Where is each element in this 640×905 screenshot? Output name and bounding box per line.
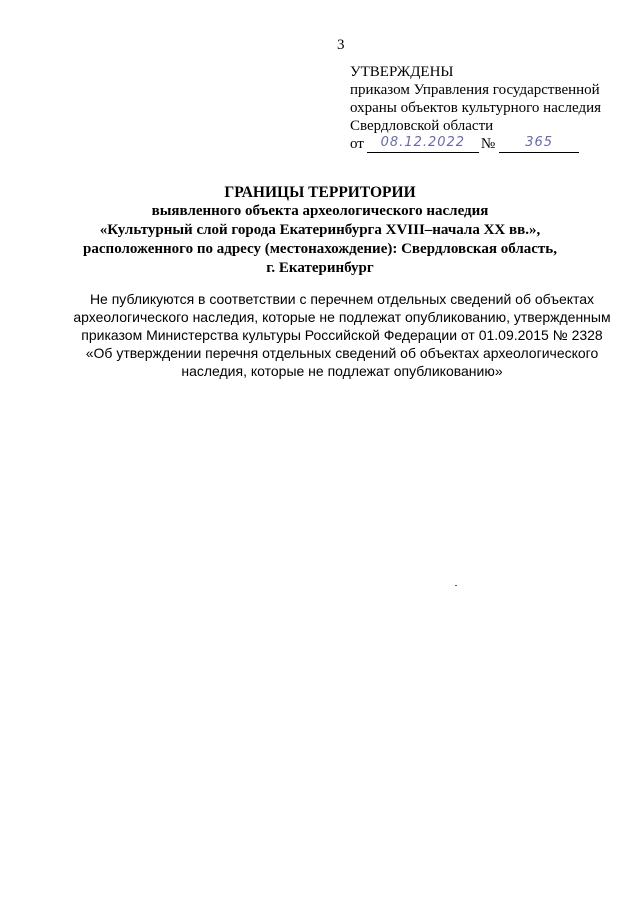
date-field — [367, 136, 479, 153]
note-line-2: археологического наследия, которые не подлежат опубликованию, утвержденным — [73, 309, 611, 325]
approval-heading: УТВЕРЖДЕНЫ — [350, 64, 454, 80]
order-date-number-line — [350, 135, 620, 153]
title-line-2: «Культурный слой города Екатеринбурга XVIII–начала XX вв.», — [99, 222, 541, 238]
note-line-4: «Об утверждении перечня отдельных сведений об объектах археологического — [85, 345, 599, 361]
handwritten-date: 08.12.2022 — [380, 135, 466, 150]
approval-line-3: Свердловской области — [350, 118, 494, 134]
note-line-3: приказом Министерства культуры Российской Федерации от 01.09.2015 № 2328 — [81, 327, 603, 343]
handwritten-number: 365 — [525, 135, 554, 150]
title-line-4: г. Екатеринбург — [266, 260, 374, 276]
publication-note — [68, 290, 616, 380]
number-field — [499, 136, 579, 153]
scan-speck — [455, 585, 457, 586]
document-title — [40, 183, 600, 278]
page-number: 3 — [337, 37, 345, 53]
title-main: ГРАНИЦЫ ТЕРРИТОРИИ — [224, 184, 416, 201]
note-line-1: Не публикуются в соответствии с перечнем отдельных сведений об объектах — [89, 291, 595, 307]
approval-block — [350, 63, 620, 153]
approval-line-2: охраны объектов культурного наследия — [350, 100, 602, 116]
note-line-5: наследия, которые не подлежат опубликованию» — [181, 363, 503, 379]
title-line-1: выявленного объекта археологического наследия — [151, 203, 489, 219]
title-line-3: расположенного по адресу (местонахождение): Свердловская область, — [83, 241, 557, 257]
approval-line-1: приказом Управления государственной — [350, 82, 600, 98]
date-prefix: от — [350, 136, 364, 152]
number-prefix: № — [480, 136, 496, 152]
